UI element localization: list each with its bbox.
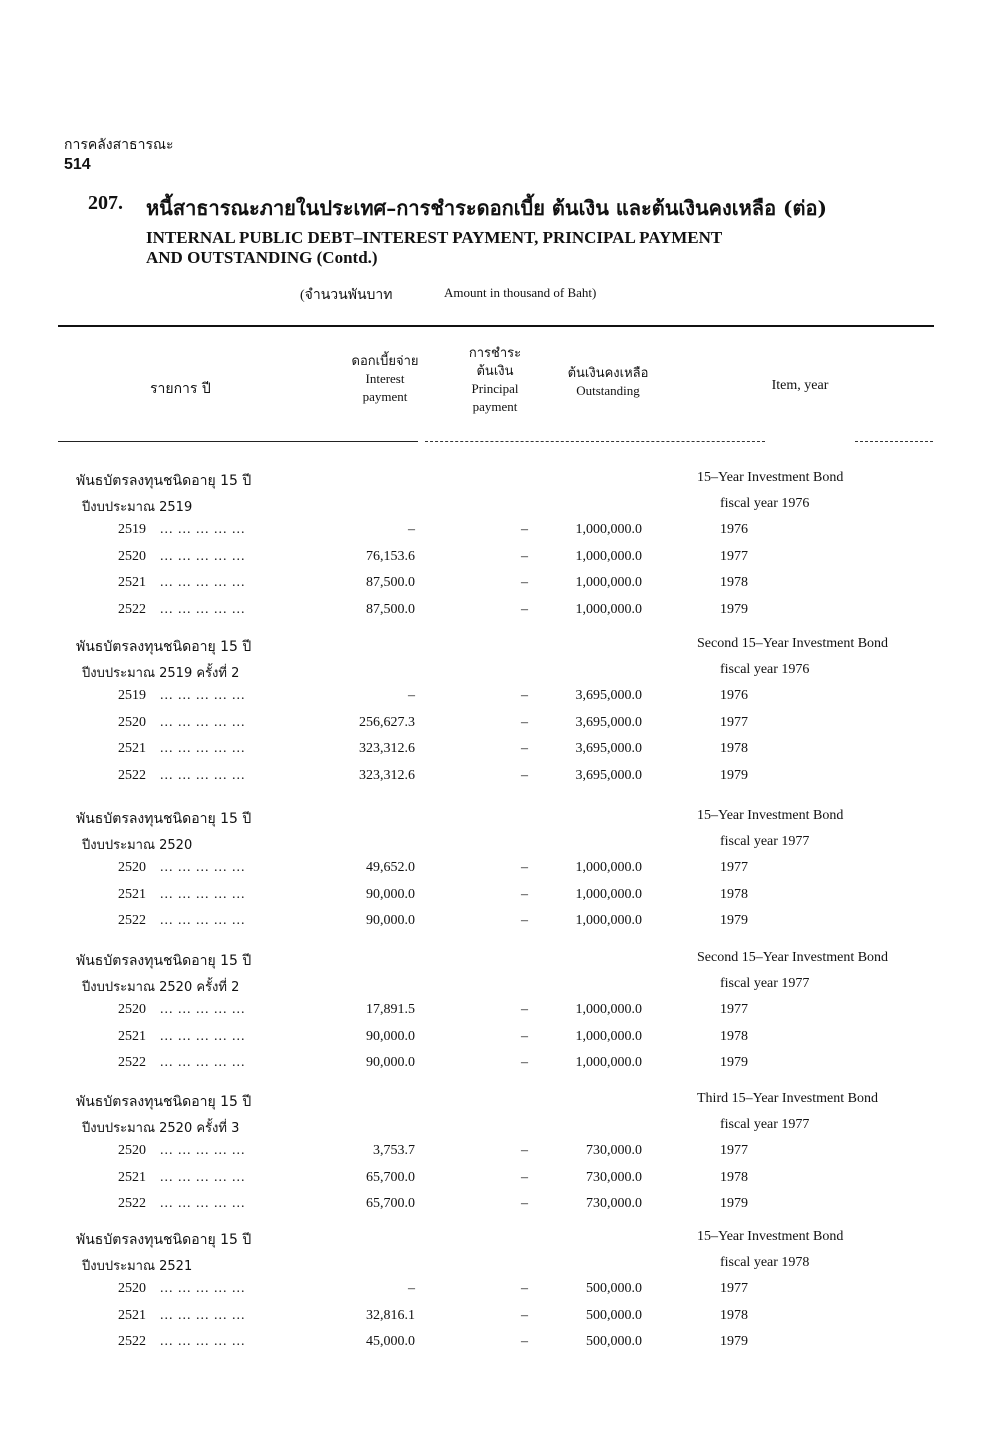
principal-payment-cell: – [521,688,528,703]
outstanding-cell: 1,000,000.0 [575,1002,642,1017]
interest-payment-cell: 3,753.7 [373,1143,415,1158]
principal-payment-cell: – [521,1281,528,1296]
leader-dots: ... ... ... ... ... [160,1281,246,1296]
unit-english: Amount in thousand of Baht) [444,285,597,300]
leader-dots: ... ... ... ... ... [160,1055,246,1070]
group-title-english: 15–Year Investment Bond [697,470,844,485]
interest-payment-cell: 76,153.6 [366,549,415,564]
table-title-thai: หนี้สาธารณะภายในประเทศ–การชำระดอกเบี้ย ต้นเงิน และต้นเงินคงเหลือ (ต่อ) [146,196,827,220]
outstanding-cell: 500,000.0 [586,1334,642,1349]
outstanding-cell: 1,000,000.0 [575,549,642,564]
col-head-principal [445,344,545,416]
table-number: 207. [88,192,123,214]
interest-payment-cell: 65,700.0 [366,1170,415,1185]
row-year-thai: 2520 [118,549,146,564]
group-title-english: Second 15–Year Investment Bond [697,636,889,651]
interest-payment-cell: – [408,688,415,703]
row-year-thai: 2521 [118,1308,146,1323]
interest-payment-cell: 256,627.3 [359,715,415,730]
col-head-outstanding [548,364,668,400]
interest-payment-cell: 90,000.0 [366,1029,415,1044]
row-year-english: 1978 [720,741,748,756]
principal-payment-cell: – [521,741,528,756]
row-year-english: 1976 [720,522,748,537]
leader-dots: ... ... ... ... ... [160,522,246,537]
row-year-thai: 2521 [118,1170,146,1185]
row-year-english: 1977 [720,1143,748,1158]
interest-payment-cell: – [408,1281,415,1296]
row-year-english: 1979 [720,768,748,783]
principal-payment-cell: – [521,860,528,875]
row-year-thai: 2520 [118,1281,146,1296]
row-year-english: 1979 [720,1055,748,1070]
row-year-english: 1977 [720,1002,748,1017]
group-subtitle-english: fiscal year 1977 [720,1117,810,1132]
leader-dots: ... ... ... ... ... [160,1334,246,1349]
table-title-english-2: AND OUTSTANDING (Contd.) [146,248,378,267]
interest-payment-cell: 90,000.0 [366,1055,415,1070]
outstanding-cell: 1,000,000.0 [575,913,642,928]
leader-dots: ... ... ... ... ... [160,913,246,928]
col-head-item-en: Item, year [771,378,829,393]
outstanding-cell: 1,000,000.0 [575,522,642,537]
outstanding-cell: 500,000.0 [586,1281,642,1296]
group-subtitle-english: fiscal year 1977 [720,976,810,991]
leader-dots: ... ... ... ... ... [160,768,246,783]
group-subtitle-english: fiscal year 1976 [720,496,810,511]
row-year-thai: 2520 [118,715,146,730]
outstanding-cell: 730,000.0 [586,1143,642,1158]
leader-dots: ... ... ... ... ... [160,1308,246,1323]
leader-dots: ... ... ... ... ... [160,715,246,730]
group-subtitle-thai: ปีงบประมาณ 2520 ครั้งที่ 2 [82,980,240,995]
outstanding-cell: 1,000,000.0 [575,1055,642,1070]
group-title-thai: พันธบัตรลงทุนชนิดอายุ 15 ปี [76,1094,252,1110]
outstanding-cell: 3,695,000.0 [575,688,642,703]
page-number: 514 [64,156,91,173]
table-top-rule [58,325,934,327]
group-title-thai: พันธบัตรลงทุนชนิดอายุ 15 ปี [76,639,252,655]
col-head-principal-en1: Principal [471,381,519,396]
leader-dots: ... ... ... ... ... [160,1196,246,1211]
group-title-thai: พันธบัตรลงทุนชนิดอายุ 15 ปี [76,1232,252,1248]
group-subtitle-thai: ปีงบประมาณ 2520 [82,838,193,853]
principal-payment-cell: – [521,1002,528,1017]
leader-dots: ... ... ... ... ... [160,1143,246,1158]
col-head-outstanding-en: Outstanding [576,383,640,398]
row-year-english: 1978 [720,887,748,902]
group-subtitle-thai: ปีงบประมาณ 2520 ครั้งที่ 3 [82,1121,240,1136]
col-head-principal-th2: ต้นเงิน [476,363,514,378]
principal-payment-cell: – [521,1308,528,1323]
header-rule-3 [855,441,933,442]
group-title-english: 15–Year Investment Bond [697,1229,844,1244]
row-year-thai: 2522 [118,1196,146,1211]
principal-payment-cell: – [521,602,528,617]
outstanding-cell: 500,000.0 [586,1308,642,1323]
outstanding-cell: 1,000,000.0 [575,575,642,590]
leader-dots: ... ... ... ... ... [160,1170,246,1185]
header-rule-1 [58,441,418,442]
principal-payment-cell: – [521,1143,528,1158]
leader-dots: ... ... ... ... ... [160,549,246,564]
group-title-thai: พันธบัตรลงทุนชนิดอายุ 15 ปี [76,953,252,969]
row-year-english: 1977 [720,860,748,875]
row-year-english: 1979 [720,1334,748,1349]
leader-dots: ... ... ... ... ... [160,575,246,590]
interest-payment-cell: 49,652.0 [366,860,415,875]
row-year-thai: 2522 [118,1055,146,1070]
row-year-thai: 2521 [118,1029,146,1044]
row-year-english: 1978 [720,1170,748,1185]
principal-payment-cell: – [521,1196,528,1211]
row-year-thai: 2522 [118,1334,146,1349]
col-head-interest [330,352,440,406]
interest-payment-cell: 90,000.0 [366,887,415,902]
group-subtitle-thai: ปีงบประมาณ 2519 ครั้งที่ 2 [82,666,240,681]
row-year-english: 1979 [720,602,748,617]
col-head-interest-th: ดอกเบี้ยจ่าย [351,353,419,368]
leader-dots: ... ... ... ... ... [160,688,246,703]
row-year-thai: 2522 [118,913,146,928]
group-title-thai: พันธบัตรลงทุนชนิดอายุ 15 ปี [76,811,252,827]
row-year-thai: 2521 [118,741,146,756]
row-year-english: 1978 [720,575,748,590]
leader-dots: ... ... ... ... ... [160,887,246,902]
unit-thai: (จำนวนพันบาท [300,288,393,303]
interest-payment-cell: 87,500.0 [366,575,415,590]
leader-dots: ... ... ... ... ... [160,1002,246,1017]
interest-payment-cell: 45,000.0 [366,1334,415,1349]
outstanding-cell: 730,000.0 [586,1170,642,1185]
row-year-english: 1978 [720,1308,748,1323]
row-year-thai: 2519 [118,522,146,537]
interest-payment-cell: 87,500.0 [366,602,415,617]
group-subtitle-english: fiscal year 1978 [720,1255,810,1270]
col-head-principal-th1: การชำระ [468,345,522,360]
row-year-english: 1977 [720,549,748,564]
outstanding-cell: 3,695,000.0 [575,768,642,783]
leader-dots: ... ... ... ... ... [160,741,246,756]
row-year-english: 1978 [720,1029,748,1044]
group-subtitle-english: fiscal year 1976 [720,662,810,677]
group-title-english: 15–Year Investment Bond [697,808,844,823]
interest-payment-cell: 32,816.1 [366,1308,415,1323]
header-rule-2 [425,441,765,442]
principal-payment-cell: – [521,522,528,537]
row-year-english: 1976 [720,688,748,703]
principal-payment-cell: – [521,1029,528,1044]
principal-payment-cell: – [521,913,528,928]
row-year-english: 1979 [720,913,748,928]
row-year-thai: 2519 [118,688,146,703]
row-year-english: 1979 [720,1196,748,1211]
outstanding-cell: 3,695,000.0 [575,715,642,730]
col-head-interest-en2: payment [362,389,408,404]
leader-dots: ... ... ... ... ... [160,602,246,617]
leader-dots: ... ... ... ... ... [160,1029,246,1044]
interest-payment-cell: 90,000.0 [366,913,415,928]
group-subtitle-thai: ปีงบประมาณ 2521 [82,1259,193,1274]
interest-payment-cell: – [408,522,415,537]
principal-payment-cell: – [521,1055,528,1070]
group-title-english: Third 15–Year Investment Bond [697,1091,878,1106]
principal-payment-cell: – [521,549,528,564]
group-subtitle-thai: ปีงบประมาณ 2519 [82,500,193,515]
principal-payment-cell: – [521,1334,528,1349]
table-title-english-1: INTERNAL PUBLIC DEBT–INTEREST PAYMENT, PRINCIPAL PAYMENT [146,228,723,247]
principal-payment-cell: – [521,715,528,730]
row-year-thai: 2521 [118,887,146,902]
row-year-thai: 2521 [118,575,146,590]
row-year-english: 1977 [720,715,748,730]
interest-payment-cell: 17,891.5 [366,1002,415,1017]
group-title-thai: พันธบัตรลงทุนชนิดอายุ 15 ปี [76,473,252,489]
col-head-principal-en2: payment [472,399,518,414]
interest-payment-cell: 323,312.6 [359,741,415,756]
row-year-thai: 2522 [118,768,146,783]
principal-payment-cell: – [521,768,528,783]
outstanding-cell: 3,695,000.0 [575,741,642,756]
row-year-english: 1977 [720,1281,748,1296]
row-year-thai: 2520 [118,1143,146,1158]
row-year-thai: 2520 [118,1002,146,1017]
group-subtitle-english: fiscal year 1977 [720,834,810,849]
interest-payment-cell: 323,312.6 [359,768,415,783]
outstanding-cell: 1,000,000.0 [575,860,642,875]
row-year-thai: 2522 [118,602,146,617]
outstanding-cell: 1,000,000.0 [575,1029,642,1044]
outstanding-cell: 1,000,000.0 [575,887,642,902]
row-year-thai: 2520 [118,860,146,875]
col-head-item-th: รายการ ปี [150,381,211,397]
group-title-english: Second 15–Year Investment Bond [697,950,889,965]
principal-payment-cell: – [521,887,528,902]
outstanding-cell: 1,000,000.0 [575,602,642,617]
col-head-outstanding-th: ต้นเงินคงเหลือ [567,365,649,380]
outstanding-cell: 730,000.0 [586,1196,642,1211]
leader-dots: ... ... ... ... ... [160,860,246,875]
interest-payment-cell: 65,700.0 [366,1196,415,1211]
section-title: การคลังสาธารณะ [64,137,174,153]
col-head-interest-en1: Interest [365,371,405,386]
principal-payment-cell: – [521,1170,528,1185]
principal-payment-cell: – [521,575,528,590]
